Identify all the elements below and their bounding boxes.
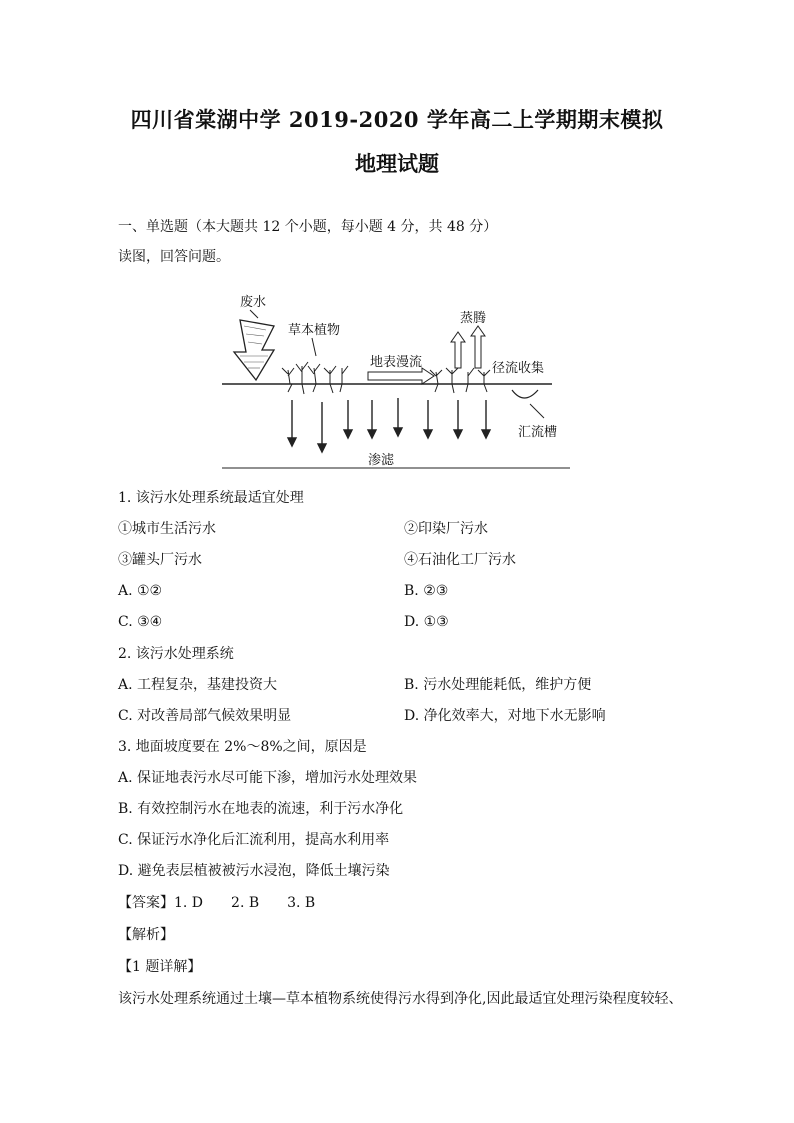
question-2-stem: 2. 该污水处理系统 xyxy=(118,646,234,662)
herb-plants-1 xyxy=(282,362,348,394)
label-infiltration: 渗滤 xyxy=(368,453,395,468)
wastewater-diagram xyxy=(222,290,572,470)
question-1-stem: 1. 该污水处理系统最适宜处理 xyxy=(118,490,304,506)
diagram-svg xyxy=(222,290,572,470)
label-waste-water: 废水 xyxy=(240,295,267,310)
question-1-item-4: ④石油化工厂污水 xyxy=(404,552,516,568)
label-evaporation: 蒸腾 xyxy=(460,311,487,326)
label-surface-flow: 地表漫流 xyxy=(370,355,423,370)
infiltration-arrows xyxy=(288,398,490,452)
question-2-option-c: C. 对改善局部气候效果明显 xyxy=(118,708,292,724)
question-1-item-1: ①城市生活污水 xyxy=(118,521,216,537)
question-1-option-c: C. ③④ xyxy=(118,614,163,630)
question-1-option-d: D. ①③ xyxy=(404,614,449,630)
question-1-option-b: B. ②③ xyxy=(404,583,449,599)
pointer-channel xyxy=(530,404,544,418)
question-1-item-2: ②印染厂污水 xyxy=(404,521,488,537)
collect-channel xyxy=(512,390,538,398)
detail-text-q1: 该污水处理系统通过土壤—草本植物系统使得污水得到净化,因此最适宜处理污染程度较轻、 xyxy=(118,991,683,1007)
answer-line: 【答案】1. D 2. B 3. B xyxy=(118,895,316,911)
surface-flow-arrow xyxy=(368,368,434,384)
question-3-option-b: B. 有效控制污水在地表的流速，利于污水净化 xyxy=(118,801,404,817)
section-heading: 一、单选题（本大题共 12 个小题，每小题 4 分，共 48 分） xyxy=(118,219,498,235)
question-3-option-a: A. 保证地表污水尽可能下渗，增加污水处理效果 xyxy=(118,770,418,786)
question-3-option-d: D. 避免表层植被被污水浸泡，降低土壤污染 xyxy=(118,863,390,879)
question-2-option-d: D. 净化效率大，对地下水无影响 xyxy=(404,708,606,724)
document-subtitle: 地理试题 xyxy=(355,151,439,176)
detail-heading-q1: 【1 题详解】 xyxy=(118,959,202,975)
label-herb-plants: 草本植物 xyxy=(288,323,341,338)
analysis-heading: 【解析】 xyxy=(118,927,174,943)
question-2-option-a: A. 工程复杂，基建投资大 xyxy=(118,677,278,693)
evaporation-arrows xyxy=(451,326,485,368)
section-intro: 读图，回答问题。 xyxy=(118,249,230,265)
question-3-stem: 3. 地面坡度要在 2%～8%之间，原因是 xyxy=(118,739,367,755)
label-collect-channel: 汇流槽 xyxy=(518,425,558,440)
question-2-option-b: B. 污水处理能耗低，维护方便 xyxy=(404,677,592,693)
pointer-herb xyxy=(312,338,316,356)
document-title: 四川省棠湖中学 2019-2020 学年高二上学期期末模拟 xyxy=(130,107,664,132)
waste-water-arrow xyxy=(234,320,274,380)
question-3-option-c: C. 保证污水净化后汇流利用，提高水利用率 xyxy=(118,832,390,848)
question-1-option-a: A. ①② xyxy=(118,583,163,599)
question-1-item-3: ③罐头厂污水 xyxy=(118,552,202,568)
small-arrow-waste xyxy=(250,310,258,318)
herb-plants-2 xyxy=(430,368,490,393)
label-runoff-collect: 径流收集 xyxy=(492,361,545,376)
